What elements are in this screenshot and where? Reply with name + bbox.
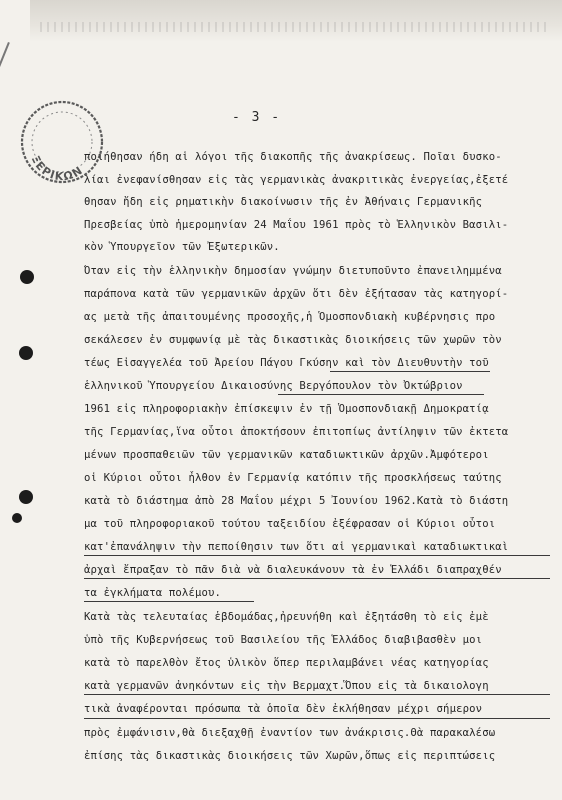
text-line: πρὸς ἐμφάνισιν,θὰ διεξαχθῇ ἐναντίον των ἀνάκρισις.Θὰ παρακαλέσω bbox=[84, 727, 496, 739]
svg-text:ΞΕΡΙΚΩΝ bbox=[29, 154, 86, 184]
text-line: κατὰ γερμανῶν ἀνηκόντων εἰς τὴν Βερμαχτ.Ὅπου εἰς τὰ δικαιολογη bbox=[84, 680, 489, 692]
text-line: 1961 εἰς πληροφοριακὴν ἐπίσκεψιν ἐν τῇ Ὁμοσπονδιακῇ Δημοκρατίᾳ bbox=[84, 403, 489, 415]
punch-hole bbox=[12, 513, 22, 523]
text-line: μένων προσπαθειῶν τῶν γερμανικῶν καταδιωκτικῶν ἀρχῶν.Ἀμφότεροι bbox=[84, 449, 489, 461]
text-line: κὸν Ὑπουργεῖον τῶν Ἐξωτερικῶν. bbox=[84, 241, 280, 253]
punch-hole bbox=[19, 490, 33, 504]
text-line: οἱ Κύριοι οὗτοι ἦλθον ἐν Γερμανίᾳ κατόπιν τῆς προσκλήσεως ταύτης bbox=[84, 472, 502, 484]
pen-mark bbox=[0, 42, 10, 110]
pen-underline bbox=[84, 578, 550, 579]
pen-underline bbox=[278, 394, 484, 395]
text-line: κατ'ἐπανάληψιν τὴν πεποίθησιν των ὅτι αἱ γερμανικαὶ καταδιωκτικαὶ bbox=[84, 541, 509, 553]
text-line: παράπονα κατὰ τῶν γερμανικῶν ἀρχῶν ὅτι δὲν ἐξήτασαν τὰς κατηγορί- bbox=[84, 288, 509, 300]
text-line: ὑπὸ τῆς Κυβερνήσεως τοῦ Βασιλείου τῆς Ἑλλάδος διαβιβασθὲν μοι bbox=[84, 634, 483, 646]
text-line: κατὰ τὸ παρελθὸν ἔτος ὑλικὸν ὅπερ περιλαμβάνει νέας κατηγορίας bbox=[84, 657, 489, 669]
text-line: κατὰ τὸ διάστημα ἀπὸ 28 Μαΐου μέχρι 5 Ἰουνίου 1962.Κατὰ τὸ διάστη bbox=[84, 495, 509, 507]
pen-underline bbox=[84, 555, 550, 556]
text-line: ας μετὰ τῆς ἀπαιτουμένης προσοχῆς,ἡ Ὁμοσπονδιακὴ κυβέρνησις προ bbox=[84, 311, 496, 323]
pen-underline bbox=[84, 718, 550, 719]
text-line: Ὅταν εἰς τὴν ἑλληνικὴν δημοσίαν γνώμην διετυποῦντο ἐπανειλημμένα bbox=[84, 265, 502, 277]
text-line: ποιήθησαν ήδη αἱ λόγοι τῆς διακοπῆς τῆς ἀνακρίσεως. Ποῖαι δυσκο- bbox=[84, 151, 502, 163]
punch-hole bbox=[19, 346, 33, 360]
stamp-text: ΞΕΡΙΚΩΝ bbox=[28, 153, 86, 184]
pen-underline bbox=[330, 371, 490, 372]
pen-underline bbox=[84, 601, 254, 602]
text-line: σεκάλεσεν ἐν συμφωνίᾳ μὲ τὰς δικαστικὰς διοικήσεις τῶν χωρῶν τὸν bbox=[84, 334, 502, 346]
punch-hole bbox=[20, 270, 34, 284]
page-number: - 3 - bbox=[232, 110, 282, 125]
text-line: λίαι ἐνεφανίσθησαν εἰς τὰς γερμανικὰς ἀνακριτικὰς ἐνεργείας,ἐξετέ bbox=[84, 174, 509, 186]
text-line: τικὰ ἀναφέρονται πρόσωπα τὰ ὁποῖα δὲν ἐκλήθησαν μέχρι σήμερον bbox=[84, 703, 483, 715]
scan-shadow bbox=[30, 0, 562, 42]
text-line: ἀρχαὶ ἔπραξαν τὸ πᾶν διὰ νὰ διαλευκάνουν τὰ ἐν Ἑλλάδι διαπραχθέν bbox=[84, 564, 502, 576]
pen-underline bbox=[84, 694, 550, 695]
text-line: τέως Εἰσαγγελέα τοῦ Ἀρείου Πάγου Γκύσην καὶ τὸν Διευθυντὴν τοῦ bbox=[84, 357, 489, 369]
text-line: ἑλληνικοῦ Ὑπουργείου Δικαιοσύνης Βεργόπουλον τὸν Ὀκτώβριον bbox=[84, 380, 463, 392]
text-line: Κατὰ τὰς τελευταίας ἑβδομάδας,ἠρευνήθη καὶ ἐξητάσθη τὸ εἰς ἐμὲ bbox=[84, 611, 489, 623]
text-line: μα τοῦ πληροφοριακοῦ τούτου ταξειδίου ἐξέφρασαν οἱ Κύριοι οὗτοι bbox=[84, 518, 496, 530]
text-line: τα ἐγκλήματα πολέμου. bbox=[84, 587, 222, 599]
text-line: θησαν ἤδη εἰς ρηματικὴν διακοίνωσιν τῆς ἐν Ἀθήναις Γερμανικῆς bbox=[84, 196, 483, 208]
text-line: ἐπίσης τὰς δικαστικὰς διοικήσεις τῶν Χωρῶν,ὅπως εἰς περιπτώσεις bbox=[84, 750, 496, 762]
scan-streaks bbox=[40, 22, 550, 32]
text-line: Πρεσβείας ὑπὸ ἡμερομηνίαν 24 Μαΐου 1961 πρὸς τὸ Ἑλληνικὸν Βασιλι- bbox=[84, 219, 509, 231]
text-line: τῆς Γερμανίας,ἵνα οὗτοι ἀποκτήσουν ἐπιτοπίως ἀντίληψιν τῶν ἐκτετα bbox=[84, 426, 509, 438]
